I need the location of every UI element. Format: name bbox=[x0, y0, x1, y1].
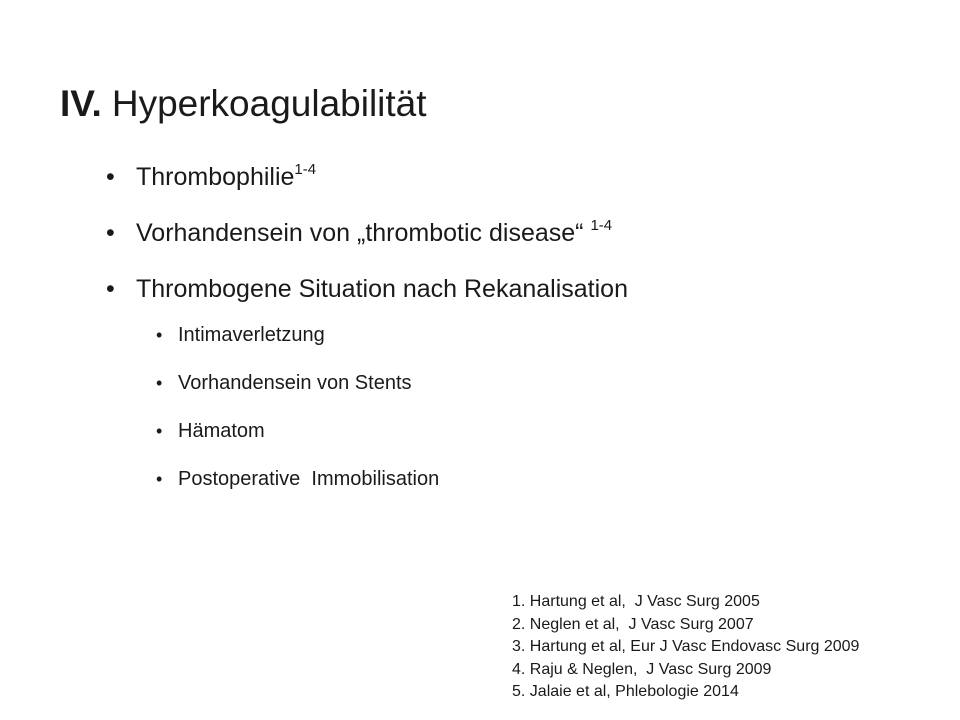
subbullet-text: Hämatom bbox=[178, 420, 265, 442]
reference-item: 2. Neglen et al, J Vasc Surg 2007 bbox=[512, 615, 754, 633]
title-text: Hyperkoagulabilität bbox=[111, 83, 427, 124]
bullet-dot: • bbox=[106, 219, 115, 247]
subbullet-dot: • bbox=[156, 469, 163, 489]
reference-item: 5. Jalaie et al, Phlebologie 2014 bbox=[512, 683, 739, 700]
bullet-text: Thrombophilie bbox=[136, 163, 295, 191]
subbullet-list bbox=[156, 322, 628, 492]
slide-title bbox=[60, 80, 427, 128]
bullet-citation: 1-4 bbox=[590, 217, 613, 234]
bullet-dot: • bbox=[106, 163, 115, 191]
bullet-item-thrombophilie bbox=[106, 160, 628, 194]
bullet-item-thrombotic-disease bbox=[106, 216, 628, 250]
bullet-text: Thrombogene Situation nach Rekanalisation bbox=[136, 275, 628, 303]
subbullet-text: Intimaverletzung bbox=[178, 324, 325, 346]
subbullet-container bbox=[106, 322, 628, 492]
title-roman-numeral: IV. bbox=[60, 83, 102, 124]
subbullet-dot: • bbox=[156, 325, 163, 345]
bullet-item-thrombogene-situation bbox=[106, 272, 628, 306]
bullet-text: Vorhandensein von „thrombotic disease“ bbox=[136, 219, 591, 247]
subbullet-item bbox=[156, 466, 628, 492]
bullet-dot: • bbox=[106, 275, 115, 303]
bullet-list bbox=[106, 160, 628, 514]
subbullet-item bbox=[156, 370, 628, 396]
subbullet-text: Vorhandensein von Stents bbox=[178, 372, 412, 394]
subbullet-text: Postoperative Immobilisation bbox=[178, 468, 440, 490]
subbullet-dot: • bbox=[156, 373, 163, 393]
reference-item: 4. Raju & Neglen, J Vasc Surg 2009 bbox=[512, 660, 772, 678]
subbullet-item bbox=[156, 418, 628, 444]
reference-item: 3. Hartung et al, Eur J Vasc Endovasc Surg 2009 bbox=[512, 638, 860, 655]
subbullet-item bbox=[156, 322, 628, 348]
subbullet-dot: • bbox=[156, 421, 163, 441]
reference-list bbox=[512, 591, 859, 704]
reference-item: 1. Hartung et al, J Vasc Surg 2005 bbox=[512, 593, 760, 610]
bullet-citation: 1-4 bbox=[294, 161, 317, 178]
